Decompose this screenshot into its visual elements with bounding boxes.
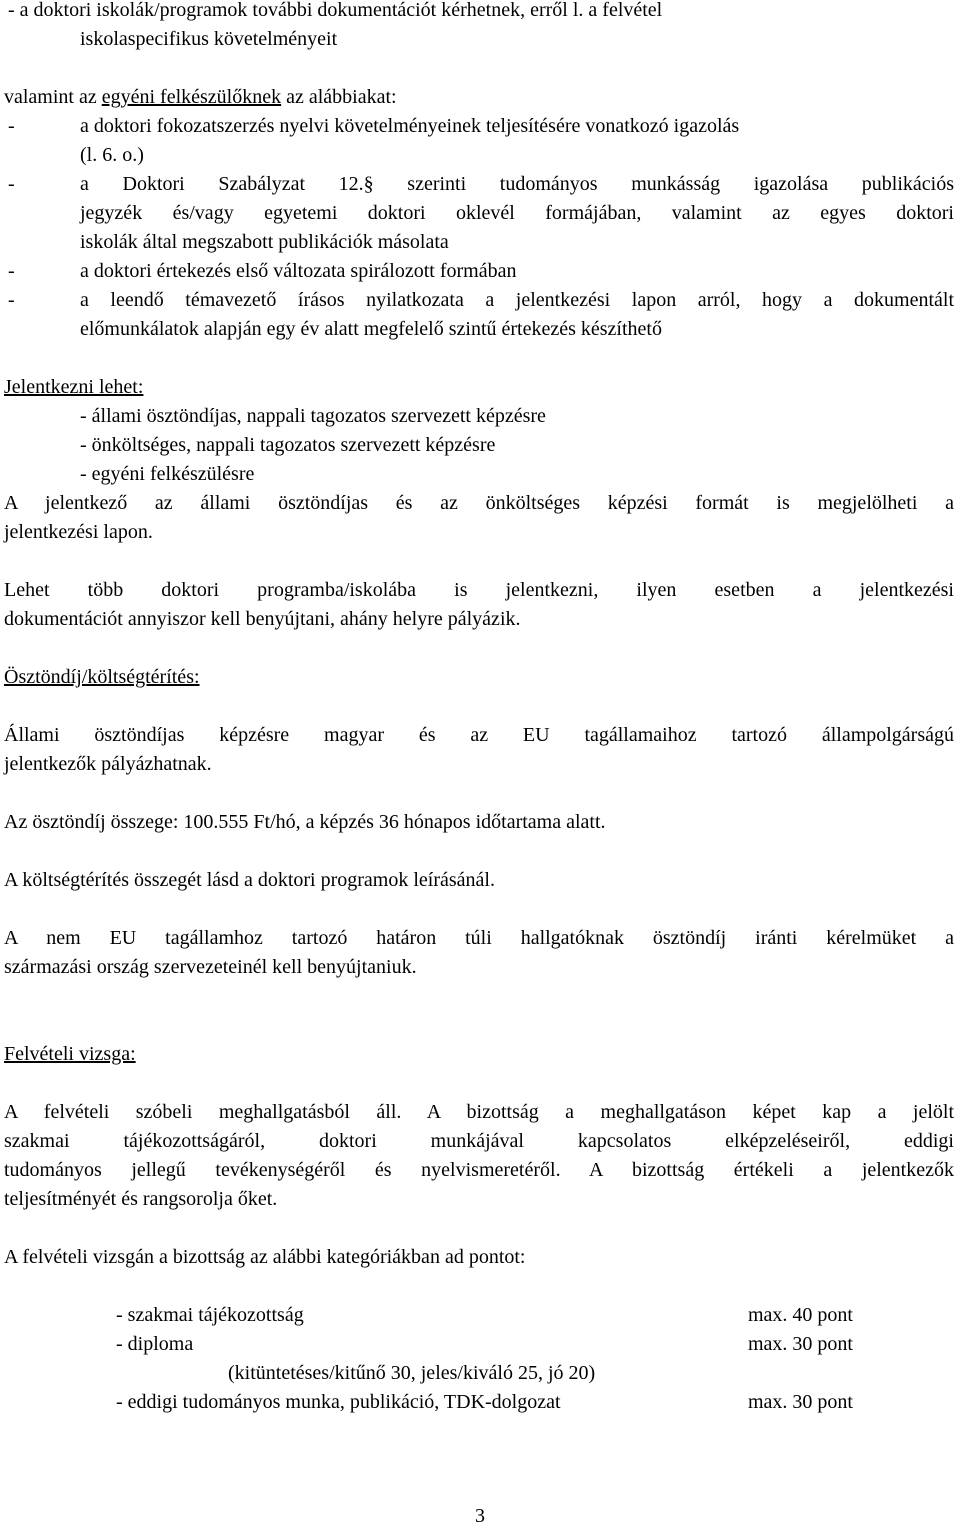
paragraph-line: tudományos jellegű tevékenységéről és nyelvismeretéről. A bizottság értékeli a jelentkezők <box>4 1159 954 1181</box>
paragraph-line: teljesítményét és rangsorolja őket. <box>4 1188 278 1210</box>
paragraph-line: A jelentkező az állami ösztöndíjas és az önköltséges képzési formát is megjelölheti a <box>4 492 954 514</box>
exam-category-points: max. 30 pont <box>748 1391 853 1413</box>
paragraph-line: dokumentációt annyiszor kell benyújtani, ahány helyre pályázik. <box>4 608 521 630</box>
paragraph-line: jelentkezők pályázhatnak. <box>4 753 212 775</box>
paragraph-line: Lehet több doktori programba/iskolába is jelentkezni, ilyen esetben a jelentkezési <box>4 579 954 601</box>
individual-intro-suffix: az alábbiakat: <box>281 86 397 108</box>
section-heading: Felvételi vizsga: <box>4 1043 136 1065</box>
paragraph-line: A nem EU tagállamhoz tartozó határon túli hallgatóknak ösztöndíj iránti kérelmüket a <box>4 927 954 949</box>
exam-category-label: - szakmai tájékozottság <box>116 1304 304 1326</box>
exam-category-note: (kitüntetéses/kitűnő 30, jeles/kiváló 25, jó 20) <box>228 1362 596 1384</box>
paragraph-line: A felvételi vizsgán a bizottság az alábbi kategóriákban ad pontot: <box>4 1246 526 1268</box>
doc-line: iskolaspecifikus követelményeit <box>80 28 338 50</box>
individual-intro-link: egyéni felkészülőknek <box>101 86 282 108</box>
list-dash: - <box>8 173 15 195</box>
section-heading: Jelentkezni lehet: <box>4 376 144 398</box>
paragraph-line: származási ország szervezeteinél kell benyújtaniuk. <box>4 956 417 978</box>
exam-category-label: - diploma <box>116 1333 194 1355</box>
list-dash: - <box>8 115 15 137</box>
list-item: a doktori fokozatszerzés nyelvi követelményeinek teljesítésére vonatkozó igazolás <box>80 115 740 137</box>
paragraph-line: szakmai tájékozottságáról, doktori munkájával kapcsolatos elképzeléseiről, eddigi <box>4 1130 954 1152</box>
list-item: a doktori értekezés első változata spirálozott formában <box>80 260 517 282</box>
list-item: a leendő témavezető írásos nyilatkozata a jelentkezési lapon arról, hogy a dokumentált <box>80 289 954 311</box>
list-item: iskolák által megszabott publikációk másolata <box>80 231 449 253</box>
list-item: a Doktori Szabályzat 12.§ szerinti tudományos munkásság igazolása publikációs <box>80 173 954 195</box>
list-item: - állami ösztöndíjas, nappali tagozatos szervezett képzésre <box>80 405 546 427</box>
section-heading: Ösztöndíj/költségtérítés: <box>4 666 200 688</box>
page-number: 3 <box>475 1505 485 1527</box>
exam-category-label: - eddigi tudományos munka, publikáció, TDK-dolgozat <box>116 1391 561 1413</box>
list-dash: - <box>8 260 15 282</box>
list-item: jegyzék és/vagy egyetemi doktori oklevél formájában, valamint az egyes doktori <box>80 202 954 224</box>
list-dash: - <box>8 289 15 311</box>
paragraph-line: A költségtérítés összegét lásd a doktori programok leírásánál. <box>4 869 495 891</box>
paragraph-line: jelentkezési lapon. <box>4 521 153 543</box>
doc-line: - a doktori iskolák/programok további dokumentációt kérhetnek, erről l. a felvétel <box>8 0 663 21</box>
paragraph-line: Állami ösztöndíjas képzésre magyar és az EU tagállamaihoz tartozó állampolgárságú <box>4 724 954 746</box>
paragraph-line: Az ösztöndíj összege: 100.555 Ft/hó, a képzés 36 hónapos időtartama alatt. <box>4 811 606 833</box>
list-item: (l. 6. o.) <box>80 144 144 166</box>
list-item: előmunkálatok alapján egy év alatt megfelelő szintű értekezés készíthető <box>80 318 662 340</box>
exam-category-points: max. 30 pont <box>748 1333 853 1355</box>
individual-intro <box>4 83 397 112</box>
list-item: - egyéni felkészülésre <box>80 463 255 485</box>
exam-category-points: max. 40 pont <box>748 1304 853 1326</box>
list-item: - önköltséges, nappali tagozatos szervezett képzésre <box>80 434 496 456</box>
paragraph-line: A felvételi szóbeli meghallgatásból áll. A bizottság a meghallgatáson képet kap a jelölt <box>4 1101 954 1123</box>
individual-intro-prefix: valamint az <box>4 86 102 108</box>
